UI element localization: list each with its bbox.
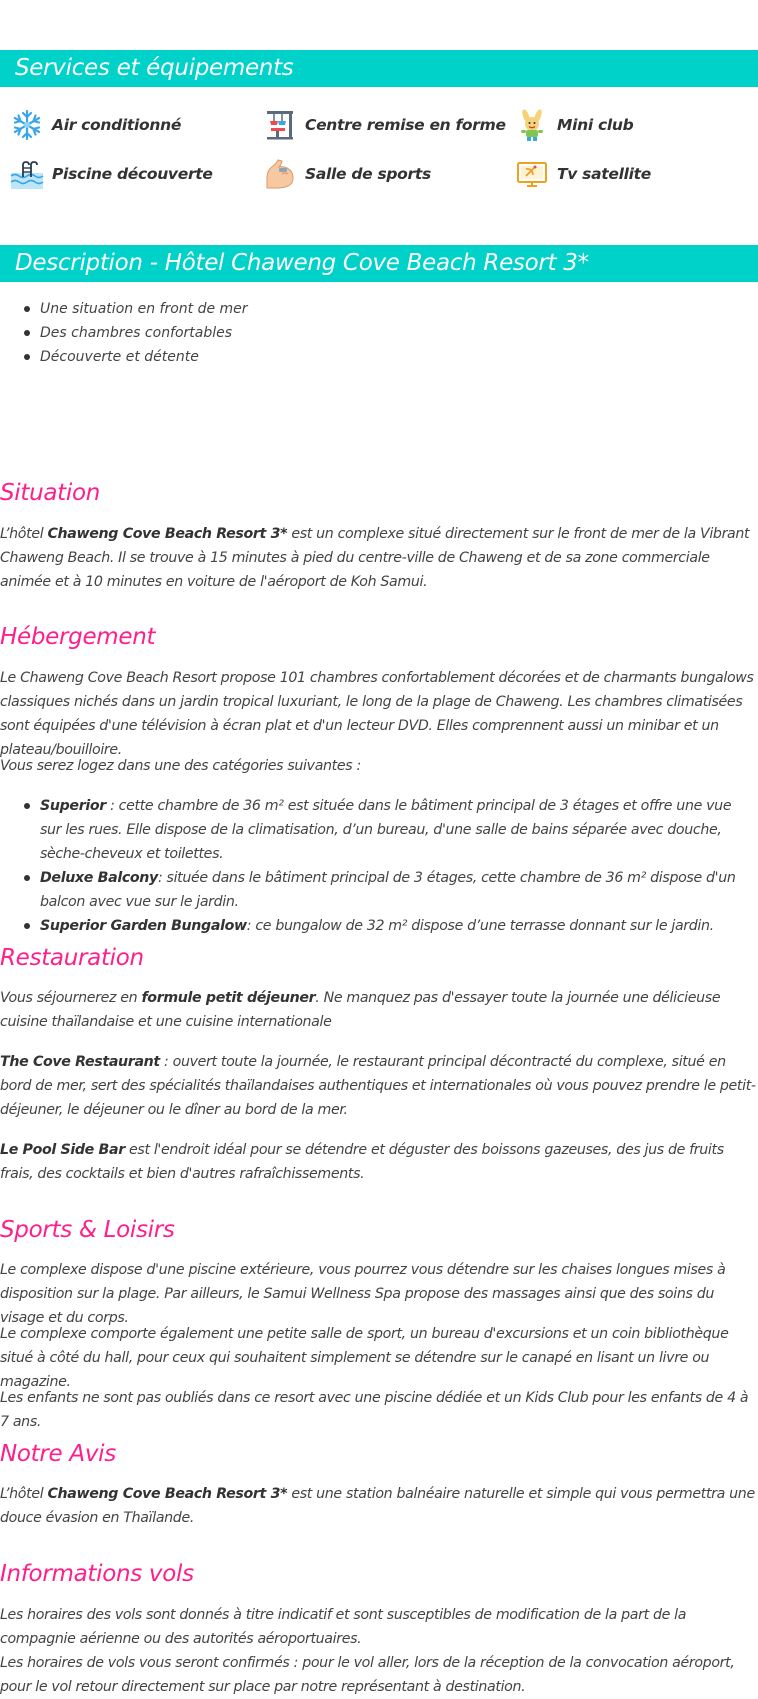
restauration-paragraph-3	[0, 1138, 758, 1186]
description-bullets	[0, 297, 758, 369]
section-title-hebergement: Hébergement	[0, 624, 156, 650]
restauration-paragraph-2	[0, 1050, 758, 1122]
avis-prefix: L’hôtel	[0, 1486, 48, 1502]
room-text: : située dans le bâtiment principal de 3 étages, cette chambre de 36 m² dispose d'un balcon avec vue sur le jardin.	[40, 870, 736, 910]
pool-ladder-icon	[10, 157, 44, 191]
room-categories-list	[0, 794, 750, 938]
section-title-restauration: Restauration	[0, 945, 144, 971]
hebergement-paragraph-1: Le Chaweng Cove Beach Resort propose 101 chambres confortablement décorées et de charmants bungalows classiques nichés dans un jardin tropical luxuriant, le long de la plage de Chaweng. Les chambres climatisées sont équipées d'une télévision à écran plat et d'un lecteur DVD. Elles comprennent aussi un minibar et un plateau/bouilloire.	[0, 670, 754, 758]
room-text: : cette chambre de 36 m² est située dans le bâtiment principal de 3 étages et offre une vue sur les rues. Elle dispose de la climatisation, d’un bureau, d'une salle de bains séparée avec douche, sèche-cheveux et toilettes.	[40, 798, 732, 862]
room-item-garden-bungalow	[0, 914, 750, 938]
vols-paragraph-2: Les horaires de vols vous seront confirmés : pour le vol aller, lors de la réception de la convocation aéroport, pour le vol retour directement sur place par notre représentant à destination.	[0, 1655, 735, 1695]
service-label: Mini club	[557, 116, 634, 134]
list-item: Des chambres confortables	[0, 321, 758, 345]
room-name: Superior Garden Bungalow	[40, 918, 247, 934]
restauration-prefix: Vous séjournerez en	[0, 990, 142, 1006]
service-satellite-tv	[515, 155, 651, 193]
snowflake-icon	[10, 108, 44, 142]
list-item: Découverte et détente	[0, 345, 758, 369]
services-grid	[0, 100, 758, 200]
service-label: Salle de sports	[305, 165, 431, 183]
hotel-name: Chaweng Cove Beach Resort 3*	[47, 1486, 288, 1502]
room-name: Superior	[40, 798, 106, 814]
gym-equipment-icon	[263, 108, 297, 142]
sports-paragraph-2: Le complexe comporte également une petite salle de sport, un bureau d'excursions et un coin bibliothèque situé à côté du hall, pour ceux qui souhaitent simplement se détendre sur le canapé en lisant un livre ou magazine.	[0, 1326, 729, 1390]
sports-paragraph-3: Les enfants ne sont pas oubliés dans ce resort avec une piscine dédiée et un Kids Club pour les enfants de 4 à 7 ans.	[0, 1390, 749, 1430]
sports-paragraph-1: Le complexe dispose d'une piscine extérieure, vous pourrez vous détendre sur les chaises longues mises à disposition sur la plage. Par ailleurs, le Samui Wellness Spa propose des massages ainsi que des soins du visage et du corps.	[0, 1262, 726, 1326]
restaurant-name: The Cove Restaurant	[0, 1054, 160, 1070]
service-label: Centre remise en forme	[305, 116, 506, 134]
restaurant-text: : ouvert toute la journée, le restaurant principal décontracté du complexe, situé en bord de mer, sert des spécialités thaïlandaises authentiques et internationales où vous pouvez prendre le petit-déjeuner, le déjeuner ou le dîner au bord de la mer.	[0, 1054, 756, 1118]
list-item: Une situation en front de mer	[0, 297, 758, 321]
service-outdoor-pool	[10, 155, 213, 193]
service-air-conditioning	[10, 106, 181, 144]
hotel-name: Chaweng Cove Beach Resort 3*	[47, 526, 288, 542]
satellite-tv-icon	[515, 157, 549, 191]
service-label: Tv satellite	[557, 165, 651, 183]
board-type: formule petit déjeuner	[141, 990, 316, 1006]
bar-name: Le Pool Side Bar	[0, 1142, 125, 1158]
situation-text: est un complexe situé directement sur le front de mer de la Vibrant Chaweng Beach. Il se trouve à 15 minutes à pied du centre-ville de Chaweng et de sa zone commerciale animée et à 10 minutes en voiture de l'aéroport de Koh Samui.	[0, 526, 750, 590]
service-label: Air conditionné	[52, 116, 182, 134]
restauration-text: . Ne manquez pas d'essayer toute la journée une délicieuse cuisine thaïlandaise et une cuisine internationale	[0, 990, 721, 1030]
service-label: Piscine découverte	[52, 165, 213, 183]
situation-prefix: L’hôtel	[0, 526, 48, 542]
service-fitness-center	[263, 106, 506, 144]
description-header-band	[0, 245, 758, 282]
description-title: Description - Hôtel Chaweng Cove Beach Resort 3*	[15, 250, 589, 276]
room-name: Deluxe Balcony	[40, 870, 158, 886]
section-title-situation: Situation	[0, 480, 101, 506]
section-title-vols: Informations vols	[0, 1561, 194, 1587]
services-header-band	[0, 50, 758, 87]
kids-mascot-icon	[515, 108, 549, 142]
room-item-deluxe-balcony	[0, 866, 750, 914]
services-title: Services et équipements	[15, 55, 294, 81]
vols-paragraph-1: Les horaires des vols sont donnés à titre indicatif et sont susceptibles de modification de la part de la compagnie aérienne ou des autorités aéroportuaires.	[0, 1607, 687, 1647]
situation-paragraph	[0, 522, 758, 594]
muscle-arm-icon	[263, 157, 297, 191]
room-text: : ce bungalow de 32 m² dispose d’une terrasse donnant sur le jardin.	[246, 918, 714, 934]
room-item-superior	[0, 794, 750, 866]
hebergement-paragraph-2: Vous serez logez dans une des catégories suivantes :	[0, 758, 361, 774]
service-mini-club	[515, 106, 633, 144]
avis-paragraph	[0, 1482, 758, 1530]
avis-text: est une station balnéaire naturelle et simple qui vous permettra une douce évasion en Thaïlande.	[0, 1486, 755, 1526]
restauration-paragraph-1	[0, 986, 758, 1034]
section-title-sports: Sports & Loisirs	[0, 1217, 175, 1243]
bar-text: est l'endroit idéal pour se détendre et déguster des boissons gazeuses, des jus de fruits frais, des cocktails et bien d'autres rafraîchissements.	[0, 1142, 724, 1182]
service-sports-room	[263, 155, 431, 193]
section-title-avis: Notre Avis	[0, 1441, 116, 1467]
